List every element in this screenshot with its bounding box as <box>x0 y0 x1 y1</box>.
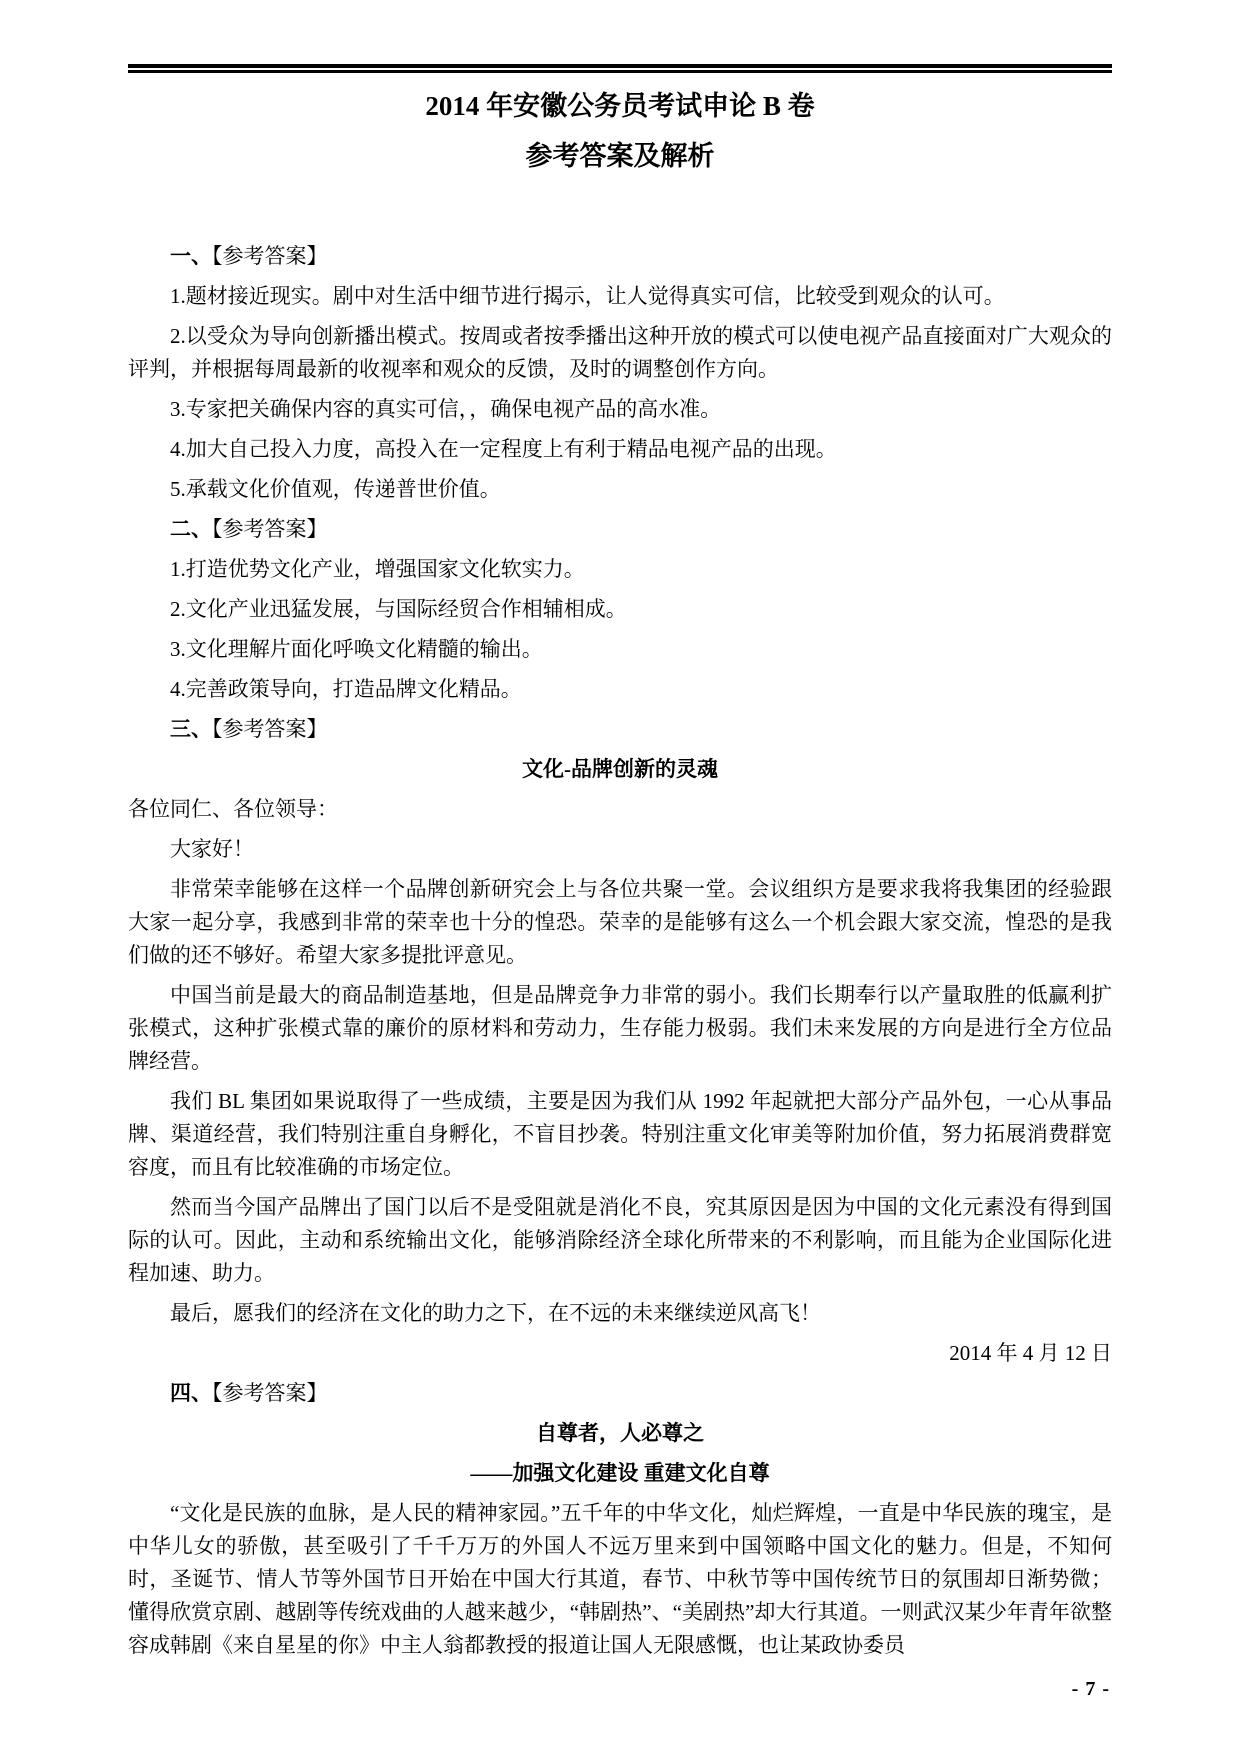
section-1-item-2: 2.以受众为导向创新播出模式。按周或者按季播出这种开放的模式可以使电视产品直接面对广大观众的评判，并根据每周最新的收视率和观众的反馈，及时的调整创作方向。 <box>128 324 1112 381</box>
document-title: 2014 年安徽公务员考试申论 B 卷 <box>425 91 815 121</box>
section-2-heading <box>128 513 1112 546</box>
essay-1-date: 2014 年 4 月 12 日 <box>949 1341 1112 1365</box>
essay-1-closing: 最后，愿我们的经济在文化的助力之下，在不远的未来继续逆风高飞！ <box>170 1301 821 1325</box>
section-2-item-2: 2.文化产业迅猛发展，与国际经贸合作相辅相成。 <box>170 597 627 621</box>
section-1-item-5: 5.承载文化价值观，传递普世价值。 <box>170 477 501 501</box>
document-body <box>128 240 1112 1662</box>
essay-2-subtitle: ——加强文化建设 重建文化自尊 <box>470 1461 770 1485</box>
essay-1-paragraph-2: 中国当前是最大的商品制造基地，但是品牌竞争力非常的弱小。我们长期奉行以产量取胜的低赢利扩张模式，这种扩张模式靠的廉价的原材料和劳动力，生存能力极弱。我们未来发展的方向是进行全方位品牌经营。 <box>128 983 1112 1073</box>
essay-1-paragraph-4: 然而当今国产品牌出了国门以后不是受阻就是消化不良，究其原因是因为中国的文化元素没有得到国际的认可。因此，主动和系统输出文化，能够消除经济全球化所带来的不利影响，而且能为企业国际化进程加速、助力。 <box>128 1195 1112 1285</box>
section-1-heading <box>128 240 1112 273</box>
section-3-number: 三、 <box>170 717 212 741</box>
document-subtitle: 参考答案及解析 <box>525 141 715 171</box>
section-2-item-4: 4.完善政策导向，打造品牌文化精品。 <box>170 677 522 701</box>
section-2-item-1: 1.打造优势文化产业，增强国家文化软实力。 <box>170 557 585 581</box>
essay-1-title: 文化-品牌创新的灵魂 <box>522 757 718 781</box>
section-1-number: 一、 <box>170 244 212 268</box>
essay-2-title: 自尊者，人必尊之 <box>536 1421 704 1445</box>
essay-1-paragraph-1: 非常荣幸能够在这样一个品牌创新研究会上与各位共聚一堂。会议组织方是要求我将我集团的经验跟大家一起分享，我感到非常的荣幸也十分的惶恐。荣幸的是能够有这么一个机会跟大家交流，惶恐的是我们做的还不够好。希望大家多提批评意见。 <box>128 877 1112 967</box>
section-1-item-1: 1.题材接近现实。剧中对生活中细节进行揭示，让人觉得真实可信，比较受到观众的认可。 <box>170 284 1005 308</box>
section-2-number: 二、 <box>170 517 212 541</box>
essay-1-greeting: 大家好！ <box>170 837 254 861</box>
essay-1-salutation: 各位同仁、各位领导： <box>128 797 338 821</box>
top-double-rule <box>128 64 1112 73</box>
page-number: - 7 - <box>1071 1678 1110 1700</box>
section-3-label: 【参考答案】 <box>212 717 328 741</box>
section-1-label: 【参考答案】 <box>212 244 328 268</box>
essay-2-paragraph-1: “文化是民族的血脉，是人民的精神家园。”五千年的中华文化，灿烂辉煌，一直是中华民族的瑰宝，是中华儿女的骄傲，甚至吸引了千千万万的外国人不远万里来到中国领略中国文化的魅力。但是，不知何时，圣诞节、情人节等外国节日开始在中国大行其道，春节、中秋节等中国传统节日的氛围却日渐势微；懂得欣赏京剧、越剧等传统戏曲的人越来越少，“韩剧热”、“美剧热”却大行其道。一则武汉某少年青年欲整容成韩剧《来自星星的你》中主人翁都教授的报道让国人无限感慨，也让某政协委员 <box>128 1501 1112 1657</box>
section-4-heading <box>128 1377 1112 1410</box>
section-2-label: 【参考答案】 <box>212 517 328 541</box>
section-4-label: 【参考答案】 <box>212 1381 328 1405</box>
section-4-number: 四、 <box>170 1381 212 1405</box>
section-1-item-3: 3.专家把关确保内容的真实可信，，确保电视产品的高水准。 <box>170 397 722 421</box>
section-3-heading <box>128 713 1112 746</box>
section-2-item-3: 3.文化理解片面化呼唤文化精髓的输出。 <box>170 637 543 661</box>
essay-1-paragraph-3: 我们 BL 集团如果说取得了一些成绩，主要是因为我们从 1992 年起就把大部分产品外包，一心从事品牌、渠道经营，我们特别注重自身孵化，不盲目抄袭。特别注重文化审美等附加价值，努力拓展消费群宽容度，而且有比较准确的市场定位。 <box>128 1089 1112 1179</box>
section-1-item-4: 4.加大自己投入力度，高投入在一定程度上有利于精品电视产品的出现。 <box>170 437 837 461</box>
